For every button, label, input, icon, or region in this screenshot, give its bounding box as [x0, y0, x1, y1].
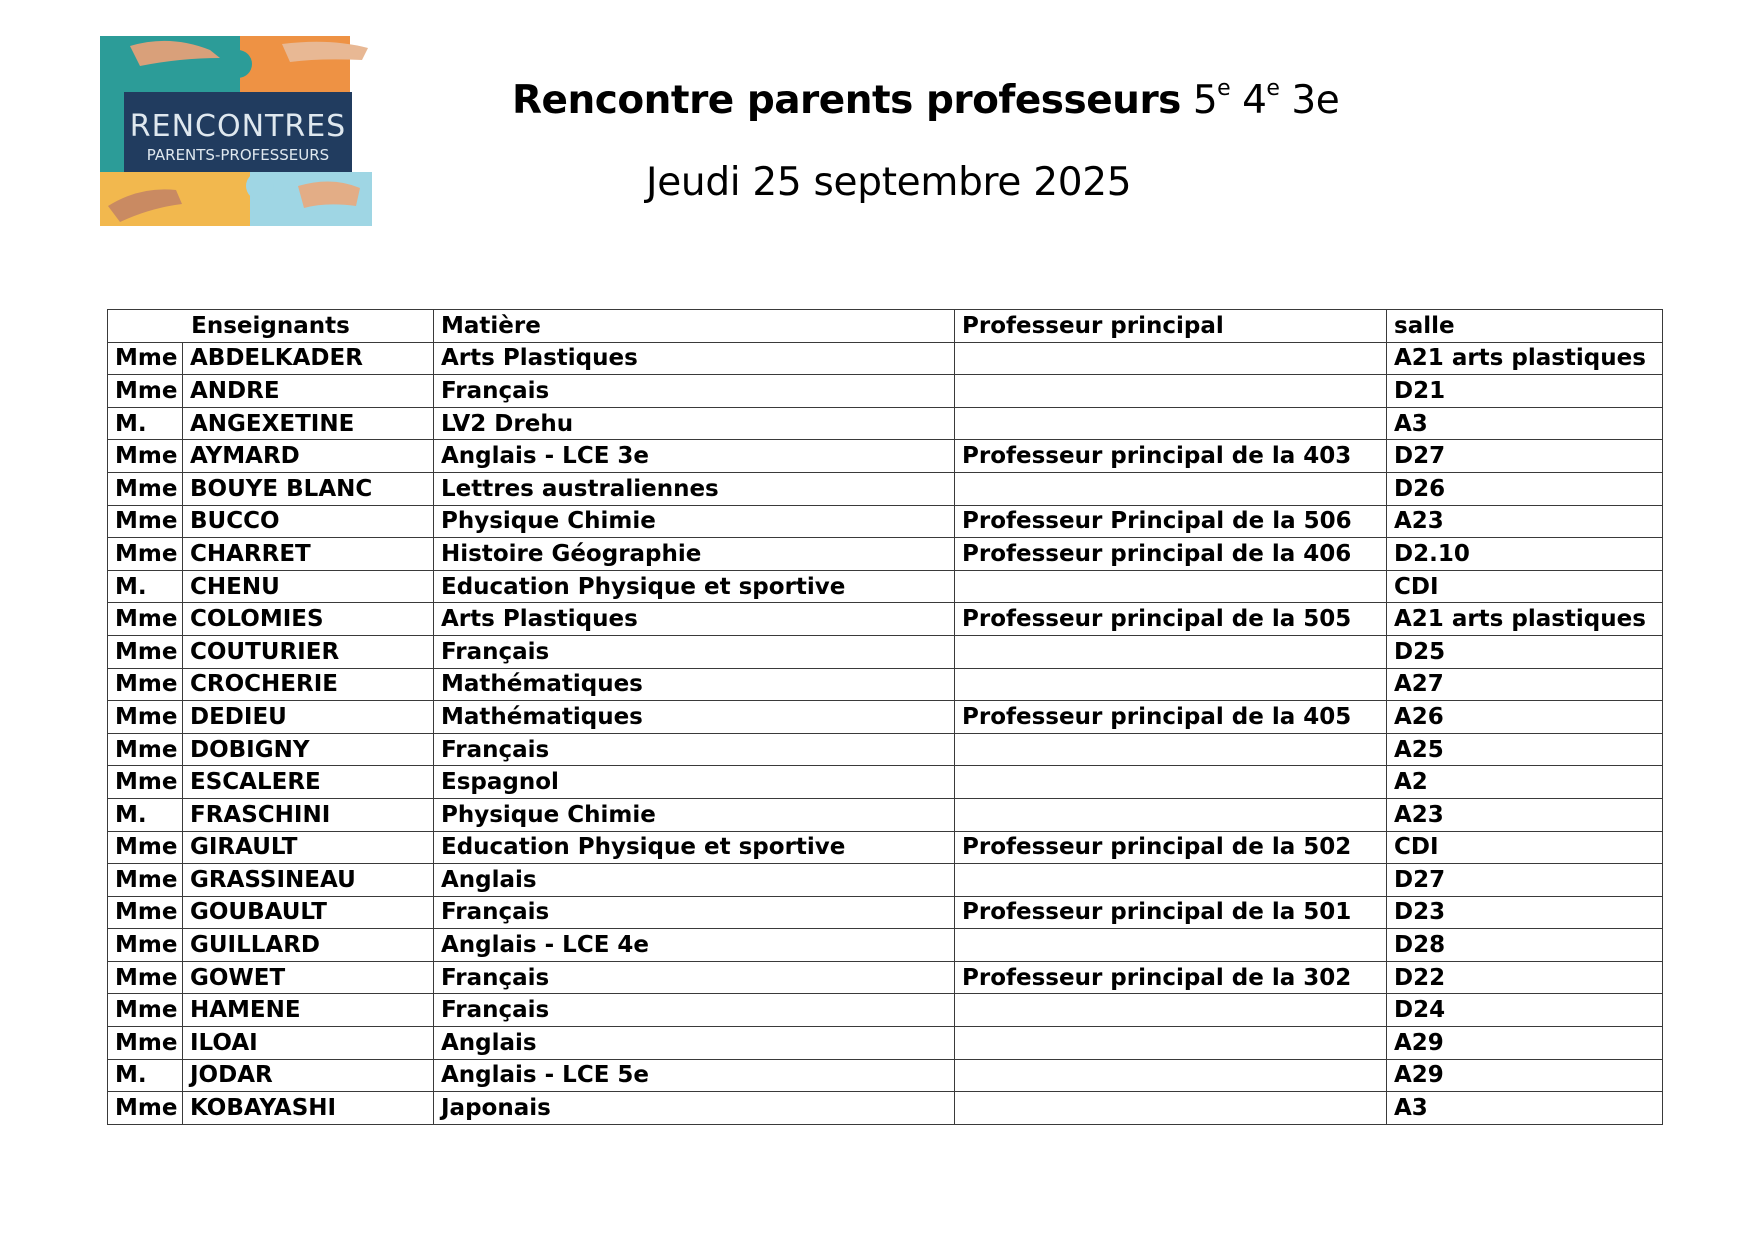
table-row: [108, 766, 1663, 799]
cell-main-teacher: [955, 733, 1387, 766]
title-text: Rencontre parents professeurs: [512, 78, 1181, 123]
cell-civility: Mme: [108, 635, 183, 668]
cell-teacher-name: CHENU: [183, 570, 434, 603]
cell-room: D27: [1387, 440, 1663, 473]
cell-civility: Mme: [108, 1092, 183, 1125]
cell-civility: Mme: [108, 375, 183, 408]
table-row: [108, 1027, 1663, 1060]
cell-room: A2: [1387, 766, 1663, 799]
cell-main-teacher: [955, 929, 1387, 962]
table-row: [108, 961, 1663, 994]
cell-main-teacher: Professeur principal de la 505: [955, 603, 1387, 636]
cell-civility: M.: [108, 570, 183, 603]
cell-civility: M.: [108, 407, 183, 440]
cell-teacher-name: ESCALERE: [183, 766, 434, 799]
column-header-subject: Matière: [434, 310, 955, 343]
table-row: [108, 440, 1663, 473]
cell-civility: Mme: [108, 929, 183, 962]
cell-civility: Mme: [108, 766, 183, 799]
cell-room: A23: [1387, 505, 1663, 538]
cell-main-teacher: [955, 798, 1387, 831]
table-row: [108, 538, 1663, 571]
cell-civility: Mme: [108, 896, 183, 929]
cell-teacher-name: FRASCHINI: [183, 798, 434, 831]
cell-room: A29: [1387, 1027, 1663, 1060]
cell-room: A3: [1387, 1092, 1663, 1125]
cell-teacher-name: COLOMIES: [183, 603, 434, 636]
cell-main-teacher: [955, 570, 1387, 603]
cell-subject: Japonais: [434, 1092, 955, 1125]
puzzle-hands-illustration: [100, 36, 410, 226]
table-row: [108, 603, 1663, 636]
table-row: [108, 831, 1663, 864]
cell-subject: Mathématiques: [434, 701, 955, 734]
cell-subject: Anglais - LCE 3e: [434, 440, 955, 473]
table-row: [108, 994, 1663, 1027]
cell-teacher-name: ILOAI: [183, 1027, 434, 1060]
cell-room: D24: [1387, 994, 1663, 1027]
cell-teacher-name: COUTURIER: [183, 635, 434, 668]
cell-subject: Français: [434, 994, 955, 1027]
cell-subject: Education Physique et sportive: [434, 570, 955, 603]
table-row: [108, 635, 1663, 668]
table-row: [108, 896, 1663, 929]
cell-main-teacher: [955, 472, 1387, 505]
cell-main-teacher: [955, 342, 1387, 375]
cell-room: A27: [1387, 668, 1663, 701]
cell-teacher-name: JODAR: [183, 1059, 434, 1092]
cell-main-teacher: Professeur Principal de la 506: [955, 505, 1387, 538]
cell-room: D25: [1387, 635, 1663, 668]
cell-main-teacher: [955, 864, 1387, 897]
cell-teacher-name: CROCHERIE: [183, 668, 434, 701]
cell-subject: Histoire Géographie: [434, 538, 955, 571]
column-header-room: salle: [1387, 310, 1663, 343]
grade-4: 4e: [1242, 76, 1280, 123]
cell-main-teacher: Professeur principal de la 501: [955, 896, 1387, 929]
cell-room: D28: [1387, 929, 1663, 962]
cell-civility: Mme: [108, 831, 183, 864]
table-row: [108, 472, 1663, 505]
table-row: [108, 798, 1663, 831]
cell-teacher-name: GRASSINEAU: [183, 864, 434, 897]
cell-main-teacher: [955, 635, 1387, 668]
grade-5: 5e: [1192, 76, 1231, 123]
cell-teacher-name: GIRAULT: [183, 831, 434, 864]
cell-main-teacher: [955, 766, 1387, 799]
page-title: [512, 78, 1339, 123]
cell-civility: Mme: [108, 505, 183, 538]
cell-room: CDI: [1387, 570, 1663, 603]
table-row: [108, 375, 1663, 408]
cell-subject: Arts Plastiques: [434, 603, 955, 636]
teachers-table: [107, 309, 1663, 1125]
cell-teacher-name: KOBAYASHI: [183, 1092, 434, 1125]
cell-room: D27: [1387, 864, 1663, 897]
cell-teacher-name: BUCCO: [183, 505, 434, 538]
cell-teacher-name: CHARRET: [183, 538, 434, 571]
cell-teacher-name: HAMENE: [183, 994, 434, 1027]
rencontres-logo: [100, 36, 410, 226]
table-row: [108, 570, 1663, 603]
cell-main-teacher: [955, 994, 1387, 1027]
cell-civility: Mme: [108, 538, 183, 571]
cell-civility: Mme: [108, 668, 183, 701]
cell-subject: Physique Chimie: [434, 798, 955, 831]
cell-subject: LV2 Drehu: [434, 407, 955, 440]
cell-subject: Français: [434, 733, 955, 766]
cell-teacher-name: DOBIGNY: [183, 733, 434, 766]
cell-subject: Anglais - LCE 5e: [434, 1059, 955, 1092]
cell-teacher-name: GUILLARD: [183, 929, 434, 962]
cell-civility: Mme: [108, 440, 183, 473]
cell-room: D23: [1387, 896, 1663, 929]
column-header-teachers: Enseignants: [108, 310, 434, 343]
cell-teacher-name: GOUBAULT: [183, 896, 434, 929]
cell-room: A26: [1387, 701, 1663, 734]
cell-subject: Français: [434, 896, 955, 929]
cell-teacher-name: BOUYE BLANC: [183, 472, 434, 505]
table-row: [108, 505, 1663, 538]
cell-main-teacher: Professeur principal de la 302: [955, 961, 1387, 994]
cell-subject: Anglais - LCE 4e: [434, 929, 955, 962]
cell-teacher-name: ABDELKADER: [183, 342, 434, 375]
cell-subject: Lettres australiennes: [434, 472, 955, 505]
cell-teacher-name: AYMARD: [183, 440, 434, 473]
logo-line1: RENCONTRES: [129, 109, 347, 144]
cell-room: D22: [1387, 961, 1663, 994]
cell-main-teacher: Professeur principal de la 403: [955, 440, 1387, 473]
cell-room: A21 arts plastiques: [1387, 342, 1663, 375]
cell-main-teacher: Professeur principal de la 405: [955, 701, 1387, 734]
cell-subject: Espagnol: [434, 766, 955, 799]
cell-subject: Anglais: [434, 864, 955, 897]
cell-room: A21 arts plastiques: [1387, 603, 1663, 636]
cell-main-teacher: [955, 1059, 1387, 1092]
cell-civility: M.: [108, 1059, 183, 1092]
cell-subject: Mathématiques: [434, 668, 955, 701]
cell-room: A25: [1387, 733, 1663, 766]
table-row: [108, 864, 1663, 897]
cell-room: D2.10: [1387, 538, 1663, 571]
cell-subject: Anglais: [434, 1027, 955, 1060]
cell-teacher-name: ANDRE: [183, 375, 434, 408]
cell-room: CDI: [1387, 831, 1663, 864]
grade-3: 3e: [1291, 78, 1340, 123]
cell-main-teacher: [955, 375, 1387, 408]
table-row: [108, 1059, 1663, 1092]
cell-civility: Mme: [108, 994, 183, 1027]
cell-main-teacher: [955, 668, 1387, 701]
cell-civility: Mme: [108, 603, 183, 636]
cell-room: D26: [1387, 472, 1663, 505]
table-header-row: [108, 310, 1663, 343]
cell-subject: Education Physique et sportive: [434, 831, 955, 864]
cell-civility: Mme: [108, 472, 183, 505]
cell-civility: M.: [108, 798, 183, 831]
cell-main-teacher: [955, 1092, 1387, 1125]
cell-teacher-name: ANGEXETINE: [183, 407, 434, 440]
table-row: [108, 701, 1663, 734]
cell-civility: Mme: [108, 342, 183, 375]
cell-main-teacher: Professeur principal de la 502: [955, 831, 1387, 864]
cell-subject: Français: [434, 375, 955, 408]
cell-teacher-name: DEDIEU: [183, 701, 434, 734]
cell-subject: Arts Plastiques: [434, 342, 955, 375]
meeting-date: Jeudi 25 septembre 2025: [646, 160, 1132, 205]
cell-main-teacher: Professeur principal de la 406: [955, 538, 1387, 571]
cell-civility: Mme: [108, 701, 183, 734]
cell-main-teacher: [955, 407, 1387, 440]
cell-civility: Mme: [108, 961, 183, 994]
cell-room: A29: [1387, 1059, 1663, 1092]
logo-line2: PARENTS-PROFESSEURS: [146, 146, 330, 164]
cell-room: A23: [1387, 798, 1663, 831]
column-header-prof: Professeur principal: [955, 310, 1387, 343]
cell-civility: Mme: [108, 1027, 183, 1060]
table-row: [108, 407, 1663, 440]
table-row: [108, 668, 1663, 701]
table-row: [108, 1092, 1663, 1125]
cell-subject: Physique Chimie: [434, 505, 955, 538]
cell-room: A3: [1387, 407, 1663, 440]
cell-civility: Mme: [108, 733, 183, 766]
cell-teacher-name: GOWET: [183, 961, 434, 994]
cell-room: D21: [1387, 375, 1663, 408]
cell-subject: Français: [434, 961, 955, 994]
table-row: [108, 342, 1663, 375]
table-row: [108, 733, 1663, 766]
cell-subject: Français: [434, 635, 955, 668]
table-row: [108, 929, 1663, 962]
cell-main-teacher: [955, 1027, 1387, 1060]
cell-civility: Mme: [108, 864, 183, 897]
